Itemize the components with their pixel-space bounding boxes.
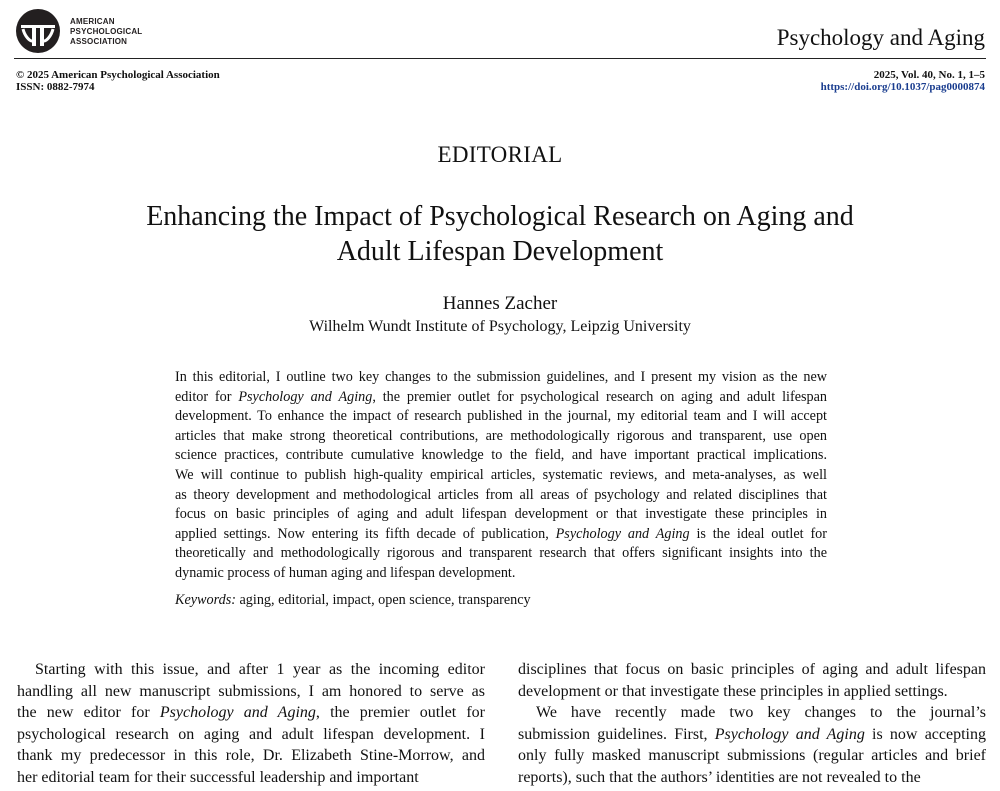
abstract: [175, 368, 827, 584]
text-run: submission guidelines. First,: [518, 725, 715, 743]
header-divider: [14, 58, 986, 59]
text-run: development. To enhance the impact of research published in the journal, my editorial team and I will accept: [175, 408, 827, 425]
doi-link[interactable]: https://doi.org/10.1037/pag0000874: [820, 81, 985, 93]
text-line: [175, 446, 827, 466]
text-run: theoretically and methodologically rigorous and transparent research that offers significant insights into the: [175, 545, 827, 562]
journal-title-italic: Psychology and Aging: [555, 525, 690, 542]
text-run: psychological research on aging and adult lifespan development. I: [17, 725, 485, 743]
copyright-block: [16, 69, 220, 93]
text-run: In this editorial, I outline two key changes to the submission guidelines, and I present my vision as the new: [175, 369, 827, 385]
text-run: dynamic process of human aging and lifespan development.: [175, 564, 516, 581]
text-line: [17, 724, 485, 746]
title-line: Adult Lifespan Development: [336, 236, 664, 267]
text-line: [518, 724, 986, 746]
text-line: [175, 388, 827, 408]
text-line: [17, 681, 485, 703]
text-line: [518, 767, 986, 789]
text-line: [518, 681, 986, 703]
publisher-line: PSYCHOLOGICAL: [70, 27, 143, 36]
text-run: handling all new manuscript submissions, I am honored to serve as: [17, 682, 485, 700]
text-run: applied settings. Now entering its fifth decade of publication,: [175, 525, 556, 542]
article-type: EDITORIAL: [437, 142, 563, 167]
journal-title-italic: Psychology and Aging: [238, 388, 373, 405]
text-run: Starting with this issue, and after 1 year as the incoming editor: [35, 661, 485, 678]
text-line: [17, 767, 485, 789]
text-run: We have recently made two key changes to the journal’s: [536, 704, 986, 722]
text-run: , the premier outlet for psychological research on aging and adult lifespan: [372, 388, 827, 405]
keywords: [175, 592, 531, 609]
text-run: is now accepting: [864, 725, 986, 743]
article-title: [0, 199, 1000, 269]
copyright-text: © 2025 American Psychological Association: [16, 69, 220, 81]
text-line: [175, 427, 827, 447]
text-run: focus on basic principles of aging and adult lifespan development or that investigate these principles in: [175, 506, 827, 523]
text-run: only fully masked manuscript submissions (regular articles and brief: [518, 747, 986, 765]
text-run: science practices, contribute cumulative knowledge to the field, and have important practical implications.: [175, 447, 827, 464]
text-run: development or that investigate these principles in applied settings.: [518, 682, 948, 700]
text-run: , the premier outlet for: [315, 704, 485, 722]
text-line: [175, 368, 827, 388]
text-run: is the ideal outlet for: [689, 525, 827, 542]
text-line: [175, 466, 827, 486]
citation-text: 2025, Vol. 40, No. 1, 1–5: [873, 69, 985, 81]
text-run: reports), such that the authors’ identities are not revealed to the: [518, 768, 921, 786]
publisher-wordmark: [70, 17, 142, 47]
text-line: [175, 525, 827, 545]
text-run: articles that make strong theoretical contributions, are methodologically rigorous and transparent, use open: [175, 427, 827, 444]
issn-text: ISSN: 0882-7974: [16, 81, 95, 93]
body-column-right: [518, 659, 986, 789]
title-line: Enhancing the Impact of Psychological Research on Aging and: [146, 201, 854, 232]
text-line: [518, 702, 986, 724]
author-affiliation: Wilhelm Wundt Institute of Psychology, Leipzig University: [309, 318, 691, 335]
text-line: [518, 659, 986, 681]
text-line: [175, 544, 827, 564]
publisher-line: ASSOCIATION: [70, 37, 128, 46]
journal-title-italic: Psychology and Aging: [714, 725, 865, 743]
citation-block: [821, 69, 985, 93]
author-name: Hannes Zacher: [442, 293, 558, 314]
keywords-list: aging, editorial, impact, open science, transparency: [235, 592, 531, 608]
text-line: [175, 505, 827, 525]
text-line: [17, 659, 485, 681]
text-line: [175, 486, 827, 506]
keywords-label: Keywords:: [175, 592, 236, 608]
journal-title-italic: Psychology and Aging: [159, 704, 316, 722]
text-line: [17, 745, 485, 767]
text-run: editor for: [175, 388, 239, 405]
apa-logo-icon: [14, 8, 66, 54]
text-line: [518, 745, 986, 767]
text-run: the new editor for: [17, 704, 160, 722]
text-line: [175, 564, 827, 584]
text-run: her editorial team for their successful leadership and important: [17, 768, 419, 786]
journal-name: Psychology and Aging: [776, 25, 985, 50]
text-line: [175, 407, 827, 427]
text-line: [17, 702, 485, 724]
publisher-line: AMERICAN: [70, 17, 115, 26]
text-run: thank my predecessor in this role, Dr. Elizabeth Stine-Morrow, and: [17, 747, 485, 765]
text-run: disciplines that focus on basic principles of aging and adult lifespan: [518, 661, 986, 678]
text-run: as theory development and methodological articles from all areas of psychology and related disciplines that: [175, 486, 827, 503]
body-column-left: [17, 659, 485, 789]
text-run: We will continue to publish high-quality empirical articles, systematic reviews, and meta-analyses, as well: [175, 466, 827, 483]
